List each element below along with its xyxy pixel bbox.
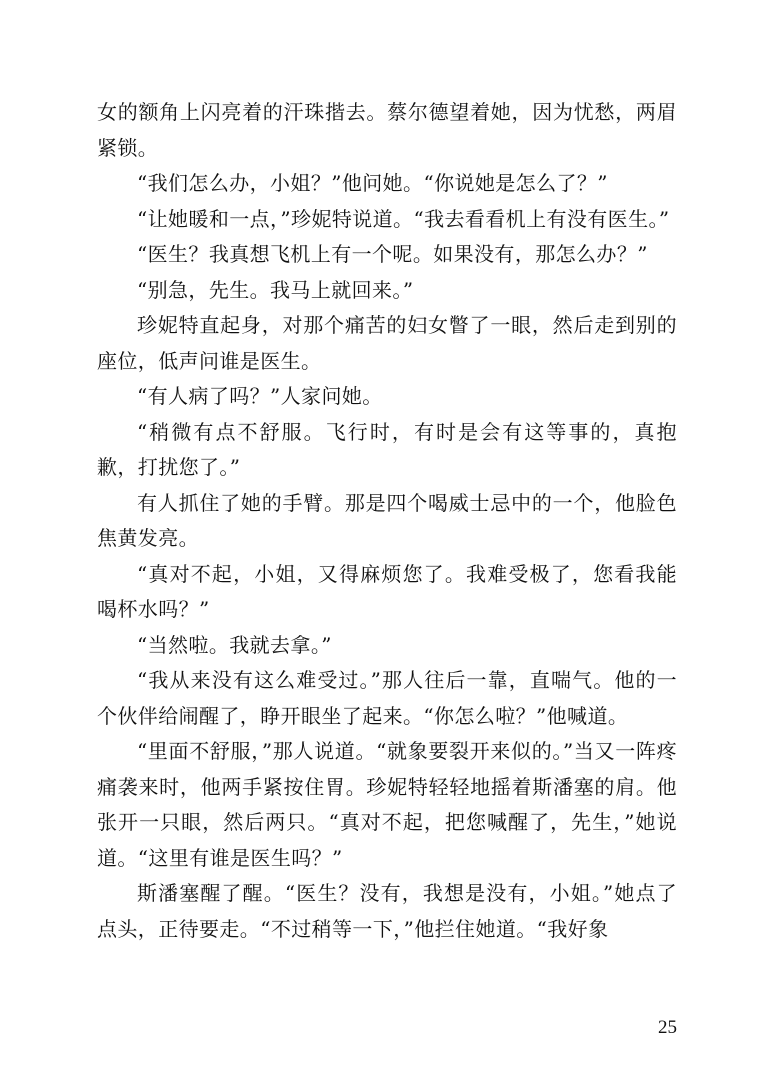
paragraph: “医生？我真想飞机上有一个呢。如果没有，那怎么办？” — [137, 242, 648, 266]
page-text-body — [97, 95, 677, 947]
paragraph: “别急，先生。我马上就回来。” — [137, 277, 414, 302]
paragraph: 有人抓住了她的手臂。那是四个喝威士忌中的一个，他脸色焦黄发亮。 — [97, 490, 677, 550]
paragraph: “有人病了吗？”人家问她。 — [137, 384, 383, 408]
page-number: 25 — [658, 1017, 677, 1038]
paragraph: “真对不起，小姐，又得麻烦您了。我难受极了，您看我能喝杯水吗？” — [97, 561, 677, 621]
paragraph-continuation: 女的额角上闪亮着的汗珠揩去。蔡尔德望着她，因为忧愁，两眉紧锁。 — [97, 100, 677, 160]
paragraph: 珍妮特直起身，对那个痛苦的妇女瞥了一眼，然后走到别的座位，低声问谁是医生。 — [97, 313, 677, 373]
paragraph: “我们怎么办，小姐？”他问她。“你说她是怎么了？” — [137, 171, 608, 195]
paragraph: “当然啦。我就去拿。” — [137, 632, 332, 657]
paragraph: “我从来没有这么难受过。”那人往后一靠，直喘气。他的一个伙伴给闹醒了，睁开眼坐了起来。“你怎么啦？”他喊道。 — [97, 668, 677, 728]
paragraph: “里面不舒服，”那人说道。“就象要裂开来似的。”当又一阵疼痛袭来时，他两手紧按住胃。珍妮特轻轻地摇着斯潘塞的肩。他张开一只眼，然后两只。“真对不起，把您喊醒了，先生，”她说道。“这里有谁是医生吗？” — [97, 739, 677, 870]
paragraph: “让她暖和一点，”珍妮特说道。“我去看看机上有没有医生。” — [137, 206, 670, 231]
paragraph: “稍微有点不舒服。飞行时，有时是会有这等事的，真抱歉，打扰您了。” — [97, 419, 677, 479]
paragraph: 斯潘塞醒了醒。“医生？没有，我想是没有，小姐。”她点了点头，正待要走。“不过稍等一下，”他拦住她道。“我好象 — [97, 881, 677, 941]
